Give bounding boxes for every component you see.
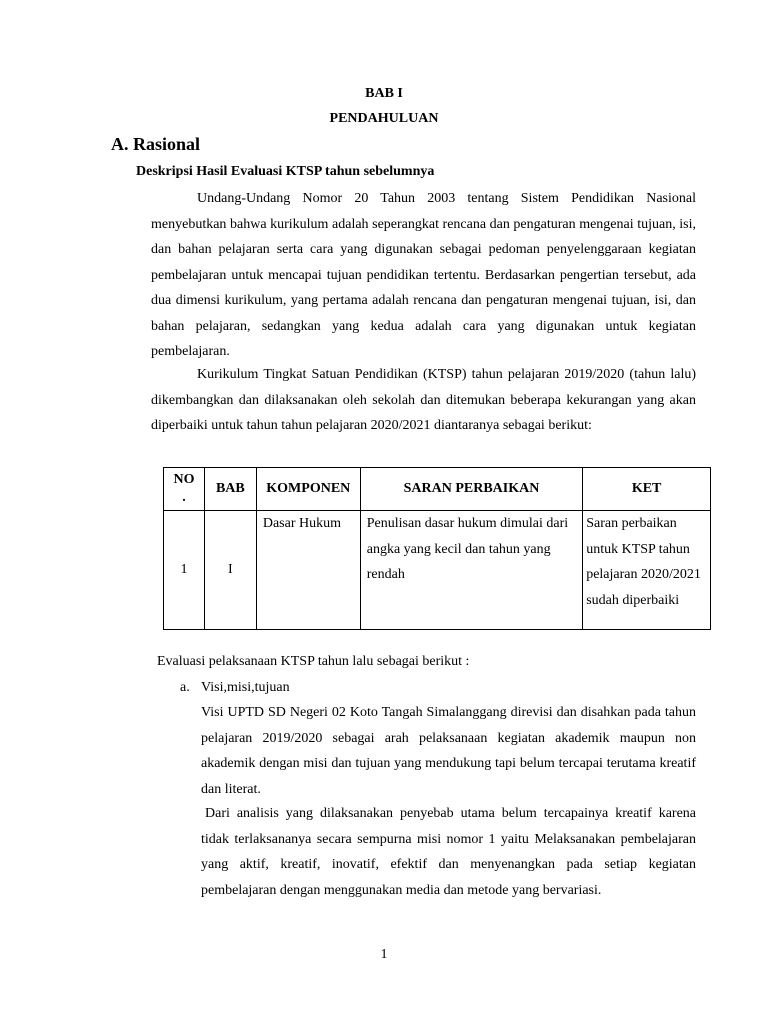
- chapter-title: PENDAHULUAN: [329, 111, 439, 126]
- header-no: [164, 468, 205, 511]
- list-marker-a: a.: [180, 680, 190, 695]
- header-bab: BAB: [204, 468, 256, 511]
- table-row: [164, 511, 711, 630]
- chapter-number: BAB I: [365, 86, 403, 101]
- cell-bab: I: [204, 511, 256, 630]
- paragraph-analisis: Dari analisis yang dilaksanakan penyebab utama belum tercapainya kreatif karena tidak terlaksananya secara sempurna misi nomor 1 yaitu Melaksanakan pembelajaran yang aktif, kreatif, inovatif, efektif dan menyenangkan pada setiap kegiatan pembelajaran dengan menggunakan media dan metode yang bervariasi.: [201, 806, 696, 898]
- paragraph-uu-sisdiknas: Undang-Undang Nomor 20 Tahun 2003 tentang Sistem Pendidikan Nasional menyebutkan bahwa kurikulum adalah seperangkat rencana dan pengaturan mengenai tujuan, isi, dan bahan pelajaran serta cara yang digunakan sebagai pedoman penyelenggaraan kegiatan pembelajaran untuk mencapai tujuan pendidikan tertentu. Berdasarkan pengertian tersebut, ada dua dimensi kurikulum, yang pertama adalah rencana dan pengaturan mengenai tujuan, isi, dan bahan pelajaran, sedangkan yang kedua adalah cara yang digunakan untuk kegiatan pembelajaran.: [151, 191, 696, 359]
- header-no-label: NO: [173, 472, 195, 487]
- header-ket: KET: [583, 468, 711, 511]
- section-heading: A. Rasional: [111, 134, 201, 154]
- cell-ket-text: Saran perbaikan untuk KTSP tahun pelajaran 2020/2021 sudah diperbaiki: [586, 516, 701, 608]
- header-saran: SARAN PERBAIKAN: [360, 468, 582, 511]
- page-number: 1: [380, 947, 388, 962]
- list-item-title: Visi,misi,tujuan: [201, 680, 290, 695]
- cell-komponen-text: Dasar Hukum: [262, 516, 341, 531]
- table-header-row: [164, 468, 711, 511]
- evaluation-intro: Evaluasi pelaksanaan KTSP tahun lalu sebagai berikut :: [157, 654, 470, 669]
- evaluation-table: [163, 467, 711, 630]
- header-komponen: KOMPONEN: [256, 468, 360, 511]
- cell-saran-text: Penulisan dasar hukum dimulai dari angka yang kecil dan tahun yang rendah: [366, 516, 569, 582]
- cell-komponen: [256, 511, 360, 630]
- cell-saran: [360, 511, 582, 630]
- cell-no: 1: [164, 511, 205, 630]
- paragraph-visi: Visi UPTD SD Negeri 02 Koto Tangah Simalanggang direvisi dan disahkan pada tahun pelajaran 2019/2020 sebagai arah pelaksanaan kegiatan akademik maupun non akademik dengan misi dan tujuan yang mendukung tapi belum tercapai terutama kreatif dan literat.: [201, 705, 696, 797]
- paragraph-ktsp-intro: Kurikulum Tingkat Satuan Pendidikan (KTSP) tahun pelajaran 2019/2020 (tahun lalu) dikembangkan dan dilaksanakan oleh sekolah dan ditemukan beberapa kekurangan yang akan diperbaiki untuk tahun tahun pelajaran 2020/2021 diantaranya sebagai berikut:: [151, 367, 696, 433]
- cell-ket: [583, 511, 711, 630]
- header-no-dot: .: [182, 490, 186, 505]
- subsection-heading: Deskripsi Hasil Evaluasi KTSP tahun sebelumnya: [136, 164, 435, 179]
